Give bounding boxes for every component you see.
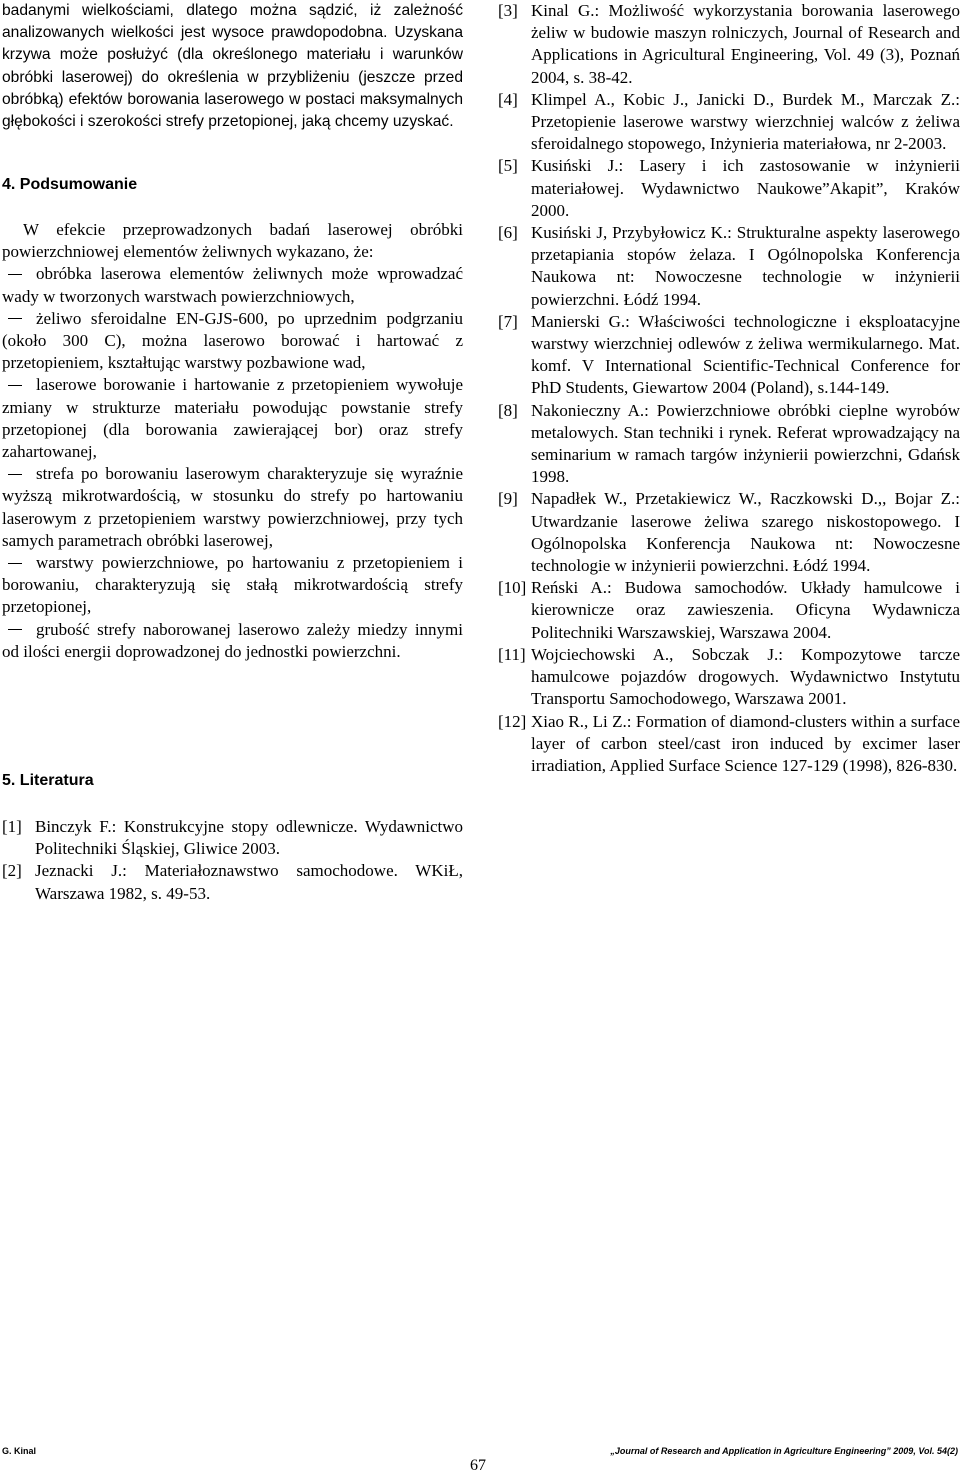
references-right xyxy=(498,0,960,777)
reference-item: [7] Manierski G.: Właściwości technologiczne i eksploatacyjne warstwy wierzchniej odlewów z żeliwa wermikularnego. Mat. komf. V International Scientific-Technical Conference for PhD Students, Giewartow 2004 (Poland), s.144-149. xyxy=(498,311,960,398)
reference-item: [2] Jeznacki J.: Materiałoznawstwo samochodowe. WKiŁ, Warszawa 1982, s. 49-53. xyxy=(2,861,463,903)
summary-bullet: obróbka laserowa elementów żeliwnych może wprowadzać wady w tworzonych warstwach powierzchniowych, xyxy=(2,264,463,306)
reference-item: [8] Nakonieczny A.: Powierzchniowe obróbki cieplne wyrobów metalowych. Stan techniki i rynek. Referat wprowadzający na seminarium w ramach targów inżynierii powierzchni, Gdańsk 1998. xyxy=(498,400,960,487)
summary-bullet: żeliwo sferoidalne EN-GJS-600, po uprzednim podgrzaniu (około 300 C), można laserowo borować i hartować z przetopieniem, kształtując warstwy pozbawione wad, xyxy=(2,308,463,373)
reference-item: [5] Kusiński J.: Lasery i ich zastosowanie w inżynierii materiałowej. Wydawnictwo Naukowe”Akapit”, Kraków 2000. xyxy=(498,156,960,220)
intro-paragraph: badanymi wielkościami, dlatego można sądzić, iż zależność analizowanych wielkości jest wysoce prawdopodobna. Uzyskana krzywa może posłużyć (dla określonego materiału i warunków obróbki laserowej) do określenia w przybliżeniu (jeszcze przed obróbką) efektów borowania laserowego w postaci maksymalnych głębokości i szerokości strefy przetopionej, jaką chcemy uzyskać. xyxy=(2,2,463,131)
footer-author: G. Kinal xyxy=(2,1446,37,1456)
summary-section xyxy=(2,219,463,663)
references-left xyxy=(2,816,463,905)
summary-bullet: warstwy powierzchniowe, po hartowaniu z przetopieniem i borowaniu, charakteryzują się stałą mikrotwardością strefy przetopionej, xyxy=(2,553,463,617)
reference-item: [12] Xiao R., Li Z.: Formation of diamond-clusters within a surface layer of carbon steel/cast iron induced by excimer laser irradiation, Applied Surface Science 127-129 (1998), 826-830. xyxy=(498,711,960,775)
section-4-heading: 4. Podsumowanie xyxy=(2,176,138,193)
summary-intro: W efekcie przeprowadzonych badań laserowej obróbki powierzchniowej elementów żeliwnych wykazano, że: xyxy=(2,220,463,262)
dash-icon xyxy=(8,629,22,630)
section-5-heading: 5. Literatura xyxy=(2,772,94,789)
reference-item: [4] Klimpel A., Kobic J., Janicki D., Burdek M., Marczak Z.: Przetopienie laserowe warstwy wierzchniej walców z żeliwa sferoidalnego stopowego, Inżynieria materiałowa, nr 2-2003. xyxy=(498,89,960,154)
reference-item: [3] Kinal G.: Możliwość wykorzystania borowania laserowego żeliw w budowie maszyn rolniczych, Journal of Research and Applications in Agricultural Engineering, Vol. 49 (3), Poznań 2004, s. 38-42. xyxy=(498,1,960,87)
summary-bullet: grubość strefy naborowanej laserowo zależy miedzy innymi od ilości energii doprowadzonej do jednostki powierzchni. xyxy=(2,619,463,661)
dash-icon xyxy=(8,385,22,386)
reference-item: [1] Binczyk F.: Konstrukcyjne stopy odlewnicze. Wydawnictwo Politechniki Śląskiej, Gliwice 2003. xyxy=(2,817,463,859)
page-number: 67 xyxy=(470,1457,486,1474)
dash-icon xyxy=(8,274,22,275)
footer-journal: „Journal of Research and Application in Agriculture Engineering” 2009, Vol. 54(2) xyxy=(610,1446,958,1456)
summary-bullet: strefa po borowaniu laserowym charakteryzuje się wyraźnie wyższą mikrotwardością, w stosunku do strefy po hartowaniu laserowym z przetopieniem warstwy powierzchniowej, przy tych samych parametrach obróbki laserowej, xyxy=(2,464,463,550)
dash-icon xyxy=(8,318,22,319)
reference-item: [6] Kusiński J, Przybyłowicz K.: Strukturalne aspekty laserowego przetapiania stopów żelaza. I Ogólnopolska Konferencja Naukowa nt: Nowoczesne technologie w inżynierii powierzchni. Łódź 1994. xyxy=(498,223,960,309)
left-column xyxy=(2,0,463,133)
dash-icon xyxy=(8,474,22,475)
reference-item: [9] Napadłek W., Przetakiewicz W., Raczkowski D.,, Bojar Z.: Utwardzanie laserowe żeliwa szarego niskostopowego. I Ogólnopolska Konferencja Naukowa nt: Nowoczesne technologie w inżynierii powierzchni. Łódź 1994. xyxy=(498,489,960,576)
summary-bullet: laserowe borowanie i hartowanie z przetopieniem wywołuje zmiany w strukturze materiału powodując powstanie strefy przetopionej (dla borowania zawierającej bor) oraz strefy zahartowanej, xyxy=(2,375,463,462)
reference-item: [11] Wojciechowski A., Sobczak J.: Kompozytowe tarcze hamulcowe pojazdów drogowych. Wydawnictwo Instytutu Transportu Samochodowego, Warszawa 2001. xyxy=(498,644,960,709)
dash-icon xyxy=(8,563,22,564)
reference-item: [10] Reński A.: Budowa samochodów. Układy hamulcowe i kierownicze oraz zawieszenia. Oficyna Wydawnicza Politechniki Warszawskiej, Warszawa 2004. xyxy=(498,578,960,642)
